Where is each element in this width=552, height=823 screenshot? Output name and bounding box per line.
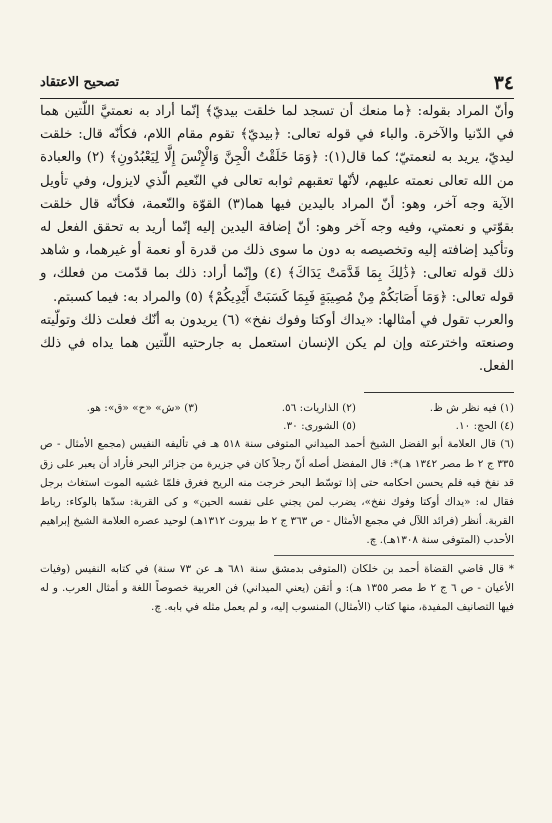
footnote-spacer	[40, 417, 198, 435]
footnote-4: (٤) الحج: ١٠.	[455, 420, 514, 433]
paragraph-2: والعرب تقول في أمثالها: «يداك أوكتا وفوك نفخ» (٦) يريدون به أنّك فعلت ذلك وتولّيته وصنعته واخترعته وإن لم يكن الإنسان استعمل به جارحتيه اللّتين هما يداه في ذلك الفعل.	[40, 312, 514, 375]
footnote-separator	[364, 392, 514, 393]
main-text	[40, 100, 514, 617]
running-header	[40, 72, 514, 99]
footnotes-row-2	[40, 417, 514, 435]
secondary-note-separator	[274, 555, 514, 556]
page-number: ٣٤	[493, 72, 514, 94]
running-title: تصحيح الاعتقاد	[40, 75, 120, 90]
footnote-6: (٦) قال العلامة أبو الفضل الشيخ أحمد الميداني المتوفى سنة ٥١٨ هـ في تأليفه النفيس (مجمع الأمثال - ص ٣٣٥ ج ٢ ط مصر ١٣٤٢ هـ)*: قال المفضل أصله أنّ رجلاً كان في جزيرة من جزائر البحر فأراد أن يعبر على زق قد نفخ فيه فلم يحسن احكامه حتى إذا توسّط البحر خرجت منه الريح فغرق فلمّا غشيه الموت استغاث برجل فقال له: «يداك أوكتا وفوك نفخ»، يضرب لمن يجني على نفسه الحين» و كى القربة: سدّها بالوكاء: رباط القربة. أنظر (فرائد اللآل في مجمع الأمثال - ص ٣٦٣ ج ٢ ط بيروت ١٣١٢هـ) لوحيد عصره العلامة الشيخ إبراهيم الأحدب (المتوفى سنة ١٣٠٨هـ). چ.	[40, 438, 514, 547]
footnote-3: (٣) «ش» «ح» «ق»: هو.	[86, 402, 198, 415]
footnotes-row-1	[40, 399, 514, 417]
footnote-5: (٥) الشورى: ٣٠.	[283, 420, 356, 433]
paragraph-1: وأنّ المراد بقوله: ﴿ما منعك أن تسجد لما خلقت بيديّ﴾ إنّما أراد به نعمتيَّ اللّتين هما في الدّنيا والآخرة. والباء في قوله تعالى: ﴿بيديّ﴾ تقوم مقام اللام، فكأنّه قال: خلقت ليديّ، يريد به لنعمتيّ؛ كما قال(١): ﴿وَمَا خَلَقْتُ الْجِنَّ وَالْإِنْسَ إِلَّا لِيَعْبُدُونِ﴾ (٢) والعبادة من الله تعالى نعمته عليهم، لأنّها تعقبهم ثوابه تعالى في النّعيم الّذي لايزول، وفي تأويل الآية وجه آخر، وهو: أنّ المراد باليدين فيها هما(٣) القوّة والنّعمة، فكأنّه قال خلقت بقوّتي و نعمتي، وفيه وجه آخر وهو: أنّ إضافة اليدين إليه إنّما أريد به تحقق الفعل له وتأكيد إضافته إليه وتخصيصه به دون ما سوى ذلك من قدرة أو نعمة أو غيرهما، و شاهد ذلك قوله تعالى: ﴿ذَٰلِكَ بِمَا قَدَّمَتْ يَدَاكَ﴾ (٤) وإنّما أراد: ذلك بما قدّمت من فعلك، و قوله تعالى: ﴿وَمَا أَصَابَكُمْ مِنْ مُصِيبَةٍ فَبِمَا كَسَبَتْ أَيْدِيكُمْ﴾ (٥) والمراد به: فيما كسبتم.	[40, 104, 515, 305]
star-note: * قال قاضي القضاة أحمد بن خلكان (المتوفى بدمشق سنة ٦٨١ هـ عن ٧٣ سنة) في كتابه النفيس (وفيات الأعيان - ص ٦ ج ٢ ط مصر ١٣٥٥ هـ): و أتقن (يعني الميداني) فن العربية خصوصاً اللغة و أمثال العرب. و له فيها التصانيف المفيدة، منها كتاب (الأمثال) المنسوب إليه، و لم يعمل مثله في بابه. چ.	[40, 562, 514, 614]
footnote-1: (١) فيه نظر ش ظ.	[429, 402, 514, 415]
footnote-2: (٢) الذاريات: ٥٦.	[281, 402, 356, 415]
